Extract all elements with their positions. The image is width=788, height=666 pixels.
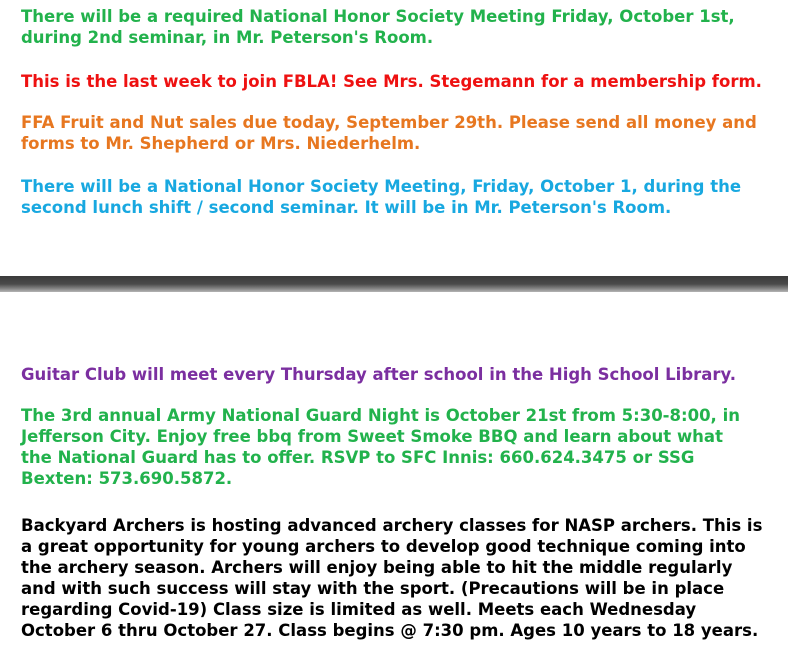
page-separator: [0, 276, 788, 292]
announcement-line: the National Guard has to offer. RSVP to SFC Innis: 660.624.3475 or SSG: [21, 448, 695, 467]
announcement-line: the archery season. Archers will enjoy being able to hit the middle regularly: [21, 558, 733, 577]
announcement-line: October 6 thru October 27. Class begins @ 7:30 pm. Ages 10 years to 18 years.: [21, 621, 759, 640]
announcement-guitar-club: [21, 364, 736, 385]
document-page-top: [0, 0, 788, 276]
announcement-line: during 2nd seminar, in Mr. Peterson's Room.: [21, 28, 434, 47]
announcement-nhs-required-meeting: [21, 6, 735, 48]
announcement-line: FFA Fruit and Nut sales due today, September 29th. Please send all money and: [21, 113, 757, 132]
announcement-nhs-meeting: [21, 176, 741, 218]
announcement-line: regarding Covid-19) Class size is limited as well. Meets each Wednesday: [21, 600, 697, 619]
announcement-line: Bexten: 573.690.5872.: [21, 469, 233, 488]
announcement-line: second lunch shift / second seminar. It will be in Mr. Peterson's Room.: [21, 198, 672, 217]
announcement-line: This is the last week to join FBLA! See Mrs. Stegemann for a membership form.: [21, 72, 762, 91]
announcement-line: Backyard Archers is hosting advanced archery classes for NASP archers. This is: [21, 516, 763, 535]
announcement-line: forms to Mr. Shepherd or Mrs. Niederhelm.: [21, 134, 421, 153]
announcement-fbla: [21, 71, 762, 92]
document-page-bottom: [0, 292, 788, 666]
announcement-line: Guitar Club will meet every Thursday after school in the High School Library.: [21, 365, 737, 384]
announcement-line: Jefferson City. Enjoy free bbq from Sweet Smoke BBQ and learn about what: [21, 427, 723, 446]
announcement-line: There will be a National Honor Society Meeting, Friday, October 1, during the: [21, 177, 742, 196]
announcement-line: There will be a required National Honor Society Meeting Friday, October 1st,: [21, 7, 735, 26]
announcement-line: The 3rd annual Army National Guard Night is October 21st from 5:30-8:00, in: [21, 406, 740, 425]
announcement-army-national-guard: [21, 405, 740, 489]
announcement-ffa-sales: [21, 112, 757, 154]
announcement-line: and with such success will stay with the sport. (Precautions will be in place: [21, 579, 725, 598]
announcement-backyard-archers: [21, 515, 762, 641]
announcement-line: a great opportunity for young archers to develop good technique coming into: [21, 537, 746, 556]
